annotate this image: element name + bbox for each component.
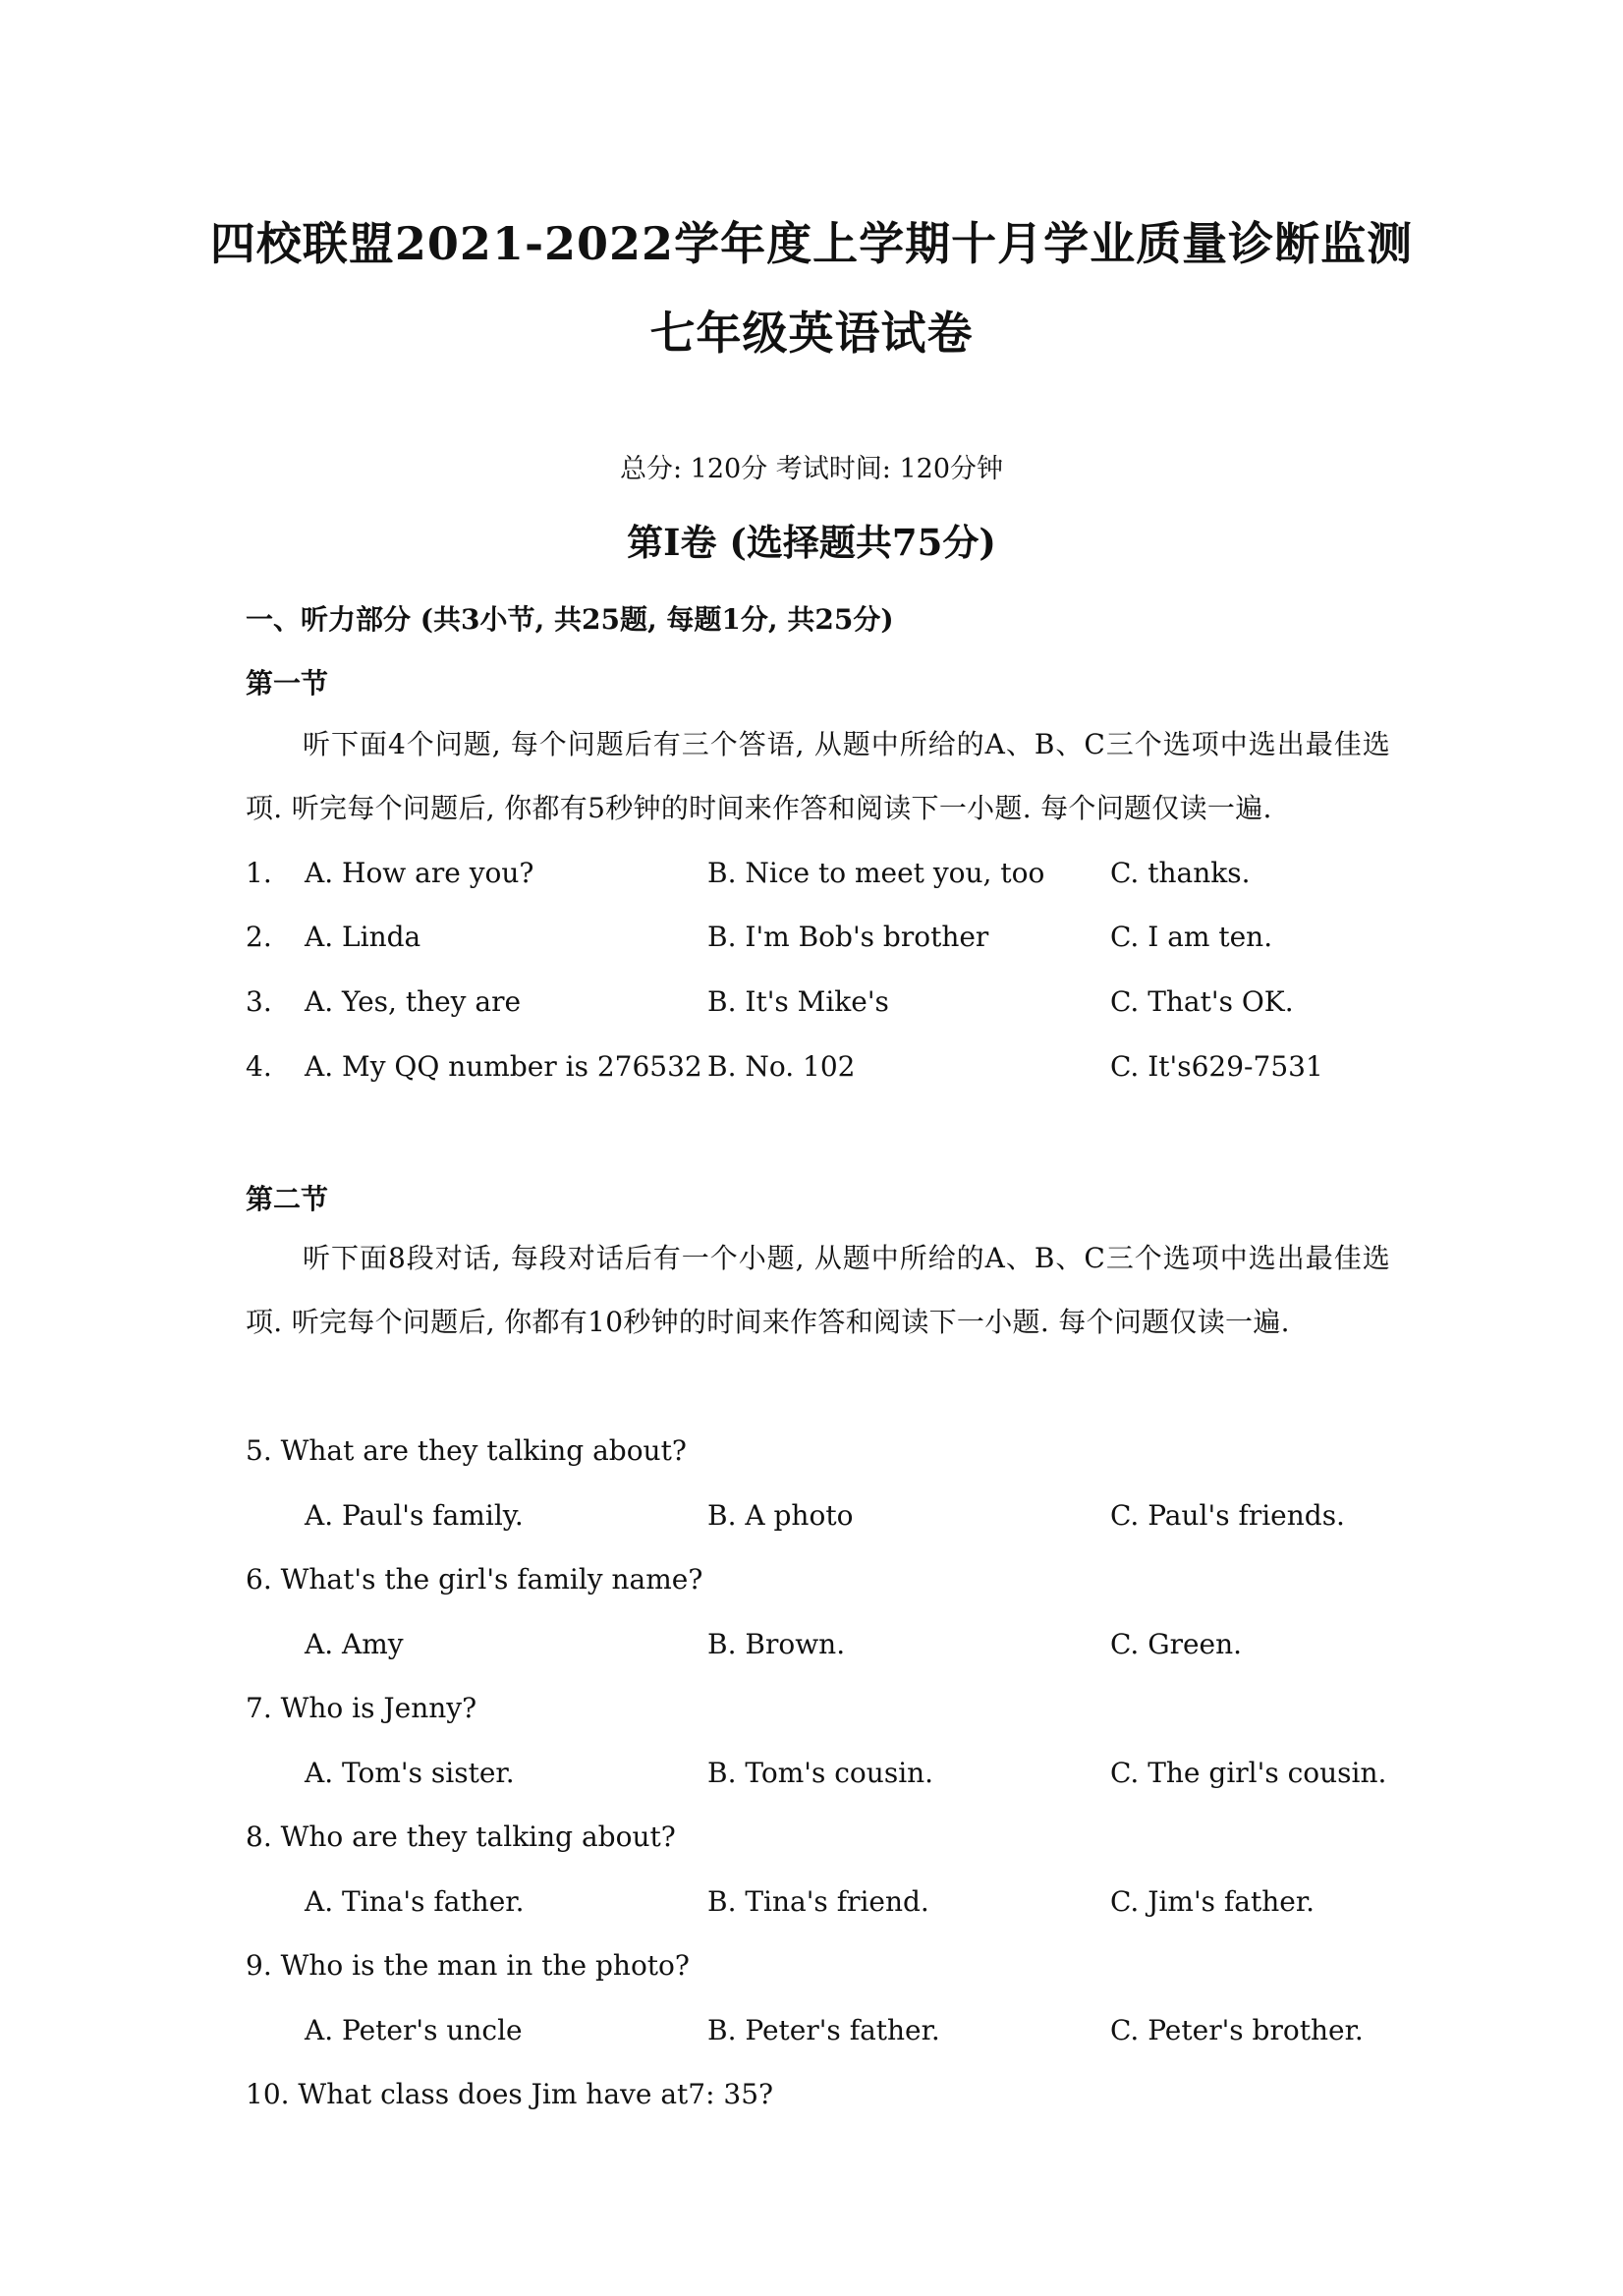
option-b: B. Tom's cousin. <box>707 1757 934 1789</box>
option-c: C. It's629-7531 <box>1110 1050 1323 1083</box>
option-b: B. Nice to meet you, too <box>707 857 1045 889</box>
option-b: B. Tina's friend. <box>707 1885 929 1918</box>
question-text: 8. Who are they talking about? <box>246 1820 676 1853</box>
option-c: C. That's OK. <box>1110 985 1294 1018</box>
question-text: 6. What's the girl's family name? <box>246 1563 703 1596</box>
option-c: C. The girl's cousin. <box>1110 1757 1387 1789</box>
item-number: 3. <box>246 985 272 1018</box>
list-item <box>0 2014 1623 2053</box>
option-a: A. Yes, they are <box>305 985 522 1018</box>
item-number: 1. <box>246 857 272 889</box>
option-a: A. Paul's family. <box>305 1499 524 1532</box>
option-c: C. Green. <box>1110 1628 1243 1660</box>
question-text: 5. What are they talking about? <box>246 1434 687 1467</box>
list-item <box>0 1499 1623 1539</box>
list-item <box>0 985 1623 1025</box>
section2-instruction: 听下面8段对话, 每段对话后有一个小题, 从题中所给的A、B、C三个选项中选出最佳选项. 听完每个问题后, 你都有10秒钟的时间来作答和阅读下一小题. 每个问题仅读一遍. <box>246 1242 1390 1338</box>
list-item <box>0 1050 1623 1090</box>
exam-meta: 总分: 120分 考试时间: 120分钟 <box>619 454 1003 484</box>
section1-heading: 第一节 <box>246 667 329 700</box>
list-item <box>0 921 1623 960</box>
option-c: C. I am ten. <box>1110 921 1273 953</box>
option-c: C. thanks. <box>1110 857 1251 889</box>
option-a: A. Tom's sister. <box>305 1757 515 1789</box>
listening-heading: 一、听力部分 (共3小节, 共25题, 每题1分, 共25分) <box>246 603 894 636</box>
part-title: 第I卷 (选择题共75分) <box>627 521 996 564</box>
option-b: B. Peter's father. <box>707 2014 940 2046</box>
option-c: C. Peter's brother. <box>1110 2014 1364 2046</box>
option-b: B. No. 102 <box>707 1050 856 1083</box>
option-b: B. It's Mike's <box>707 985 889 1018</box>
section1-instruction: 听下面4个问题, 每个问题后有三个答语, 从题中所给的A、B、C三个选项中选出最佳选项. 听完每个问题后, 你都有5秒钟的时间来作答和阅读下一小题. 每个问题仅读一遍. <box>246 728 1390 824</box>
item-number: 4. <box>246 1050 272 1083</box>
exam-title-line2: 七年级英语试卷 <box>649 307 974 360</box>
list-item <box>0 857 1623 896</box>
option-a: A. Tina's father. <box>305 1885 525 1918</box>
option-c: C. Jim's father. <box>1110 1885 1315 1918</box>
list-item <box>0 1628 1623 1667</box>
option-c: C. Paul's friends. <box>1110 1499 1345 1532</box>
question-text: 7. Who is Jenny? <box>246 1692 477 1724</box>
question-text: 9. Who is the man in the photo? <box>246 1949 690 1982</box>
option-a: A. Peter's uncle <box>305 2014 523 2046</box>
section2-heading: 第二节 <box>246 1183 329 1215</box>
list-item <box>0 1885 1623 1925</box>
option-b: B. I'm Bob's brother <box>707 921 989 953</box>
option-a: A. Linda <box>305 921 421 953</box>
item-number: 2. <box>246 921 272 953</box>
list-item <box>0 1757 1623 1796</box>
question-text: 10. What class does Jim have at7: 35? <box>246 2078 774 2110</box>
option-b: B. Brown. <box>707 1628 846 1660</box>
exam-title-line1: 四校联盟2021-2022学年度上学期十月学业质量诊断监测 <box>209 217 1414 270</box>
option-a: A. My QQ number is 276532 <box>305 1050 702 1083</box>
option-a: A. How are you? <box>305 857 534 889</box>
option-b: B. A photo <box>707 1499 854 1532</box>
option-a: A. Amy <box>305 1628 404 1660</box>
